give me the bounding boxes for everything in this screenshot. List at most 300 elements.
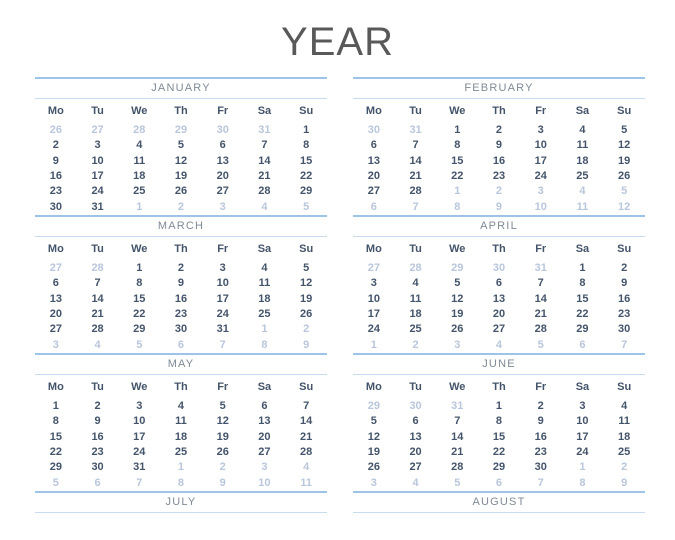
- day-cell-adjacent-month: 28: [133, 124, 146, 136]
- weekday-label: Th: [174, 243, 188, 255]
- day-cell-adjacent-month: 11: [576, 200, 589, 213]
- week-row: [353, 445, 645, 460]
- week-row: [353, 261, 645, 276]
- day-cell: 9: [52, 154, 59, 167]
- weekday-label: Th: [492, 243, 506, 255]
- day-cell: 15: [133, 292, 146, 305]
- weekday-label: Su: [299, 243, 314, 255]
- day-cell-adjacent-month: 3: [370, 476, 377, 489]
- day-cell: 21: [451, 445, 464, 458]
- month-name-label: JUNE: [353, 355, 645, 375]
- weekday-header-row: [35, 375, 327, 399]
- month-block: [35, 77, 327, 215]
- weekday-label: Fr: [217, 105, 229, 117]
- day-cell: 11: [258, 277, 271, 290]
- day-cell: 3: [370, 277, 377, 290]
- day-cell: 17: [91, 169, 104, 182]
- day-cell-adjacent-month: 27: [91, 124, 104, 136]
- day-cell: 18: [409, 307, 422, 320]
- day-cell: 8: [454, 139, 461, 152]
- day-cell: 2: [495, 124, 503, 136]
- weekday-label: Mo: [365, 381, 382, 393]
- day-cell-adjacent-month: 3: [454, 338, 461, 351]
- week-row: [35, 338, 327, 353]
- day-cell: 3: [136, 400, 143, 412]
- day-cell: 24: [367, 323, 380, 336]
- day-cell: 7: [454, 415, 461, 428]
- day-cell: 23: [49, 185, 62, 198]
- day-cell: 31: [216, 323, 229, 336]
- day-cell: 30: [91, 461, 104, 474]
- day-cell: 16: [174, 292, 188, 305]
- weekday-label: Su: [617, 243, 632, 255]
- day-cell: 4: [412, 277, 419, 290]
- day-cell: 2: [177, 262, 185, 274]
- week-row: [35, 476, 327, 491]
- day-cell: 18: [576, 154, 589, 167]
- day-cell: 18: [174, 430, 188, 443]
- day-cell-adjacent-month: 30: [409, 400, 422, 412]
- day-cell: 13: [367, 154, 380, 167]
- day-cell: 1: [495, 400, 503, 412]
- day-cell-adjacent-month: 4: [412, 476, 419, 489]
- week-row: [35, 322, 327, 337]
- day-cell: 16: [492, 154, 506, 167]
- day-cell-adjacent-month: 7: [412, 200, 419, 213]
- day-cell-adjacent-month: 8: [261, 338, 268, 351]
- weeks-grid: [35, 261, 327, 353]
- day-cell: 18: [618, 430, 631, 443]
- week-row: [35, 138, 327, 153]
- weekday-label: Mo: [47, 381, 64, 393]
- day-cell: 26: [300, 307, 313, 320]
- weekday-label: Fr: [535, 105, 547, 117]
- day-cell: 25: [409, 323, 422, 336]
- day-cell: 12: [216, 415, 229, 428]
- day-cell-adjacent-month: 4: [579, 185, 586, 198]
- day-cell: 5: [219, 400, 226, 412]
- weeks-grid: [35, 123, 327, 215]
- day-cell-adjacent-month: 5: [303, 200, 310, 213]
- day-cell: 24: [133, 445, 146, 458]
- weekday-label: Fr: [535, 381, 547, 393]
- day-cell-adjacent-month: 5: [52, 476, 59, 489]
- day-cell-adjacent-month: 8: [579, 476, 586, 489]
- day-cell: 10: [576, 415, 589, 428]
- day-cell: 13: [409, 430, 422, 443]
- weekday-label: Su: [299, 381, 314, 393]
- day-cell-adjacent-month: 2: [412, 338, 419, 351]
- week-row: [35, 292, 327, 307]
- week-row: [353, 476, 645, 491]
- day-cell: 23: [618, 307, 631, 320]
- day-cell-adjacent-month: 31: [409, 124, 422, 136]
- day-cell: 21: [91, 307, 104, 320]
- day-cell: 11: [133, 154, 146, 167]
- weeks-grid: [353, 123, 645, 215]
- day-cell-adjacent-month: 2: [177, 200, 185, 213]
- day-cell: 30: [618, 323, 631, 336]
- day-cell: 29: [49, 461, 62, 474]
- week-row: [35, 276, 327, 291]
- weekday-label: We: [449, 105, 466, 117]
- day-cell: 22: [492, 445, 506, 458]
- day-cell: 3: [219, 262, 226, 274]
- day-cell: 16: [534, 430, 547, 443]
- day-cell: 10: [534, 139, 547, 152]
- day-cell: 12: [618, 139, 631, 152]
- day-cell: 19: [174, 169, 188, 182]
- day-cell: 24: [91, 185, 104, 198]
- day-cell: 20: [367, 169, 380, 182]
- weekday-header-row: [35, 237, 327, 261]
- weekday-label: Tu: [409, 243, 422, 255]
- day-cell: 3: [537, 124, 544, 136]
- day-cell: 19: [216, 430, 229, 443]
- month-name-label: AUGUST: [353, 493, 645, 513]
- day-cell: 18: [133, 169, 146, 182]
- day-cell: 27: [492, 323, 506, 336]
- day-cell-adjacent-month: 4: [303, 461, 310, 474]
- weekday-label: Mo: [47, 105, 64, 117]
- day-cell-adjacent-month: 27: [367, 262, 380, 274]
- day-cell-adjacent-month: 9: [303, 338, 310, 351]
- day-cell: 2: [94, 400, 101, 412]
- week-row: [353, 184, 645, 199]
- day-cell: 11: [175, 415, 187, 428]
- day-cell-adjacent-month: 8: [177, 476, 185, 489]
- day-cell-adjacent-month: 3: [52, 338, 59, 351]
- day-cell: 7: [261, 139, 268, 152]
- day-cell: 27: [367, 185, 380, 198]
- day-cell: 26: [618, 169, 631, 182]
- day-cell: 27: [258, 445, 271, 458]
- day-cell: 16: [618, 292, 631, 305]
- week-row: [353, 414, 645, 429]
- day-cell: 6: [52, 277, 59, 290]
- day-cell: 22: [451, 169, 464, 182]
- weekday-label: Mo: [365, 105, 382, 117]
- day-cell: 23: [91, 445, 104, 458]
- week-row: [353, 460, 645, 475]
- day-cell: 9: [537, 415, 544, 428]
- day-cell: 24: [216, 307, 229, 320]
- day-cell-adjacent-month: 2: [303, 323, 310, 336]
- week-row: [35, 399, 327, 414]
- weekday-label: Sa: [257, 381, 272, 393]
- weekday-label: Fr: [535, 243, 547, 255]
- day-cell-adjacent-month: 28: [409, 262, 422, 274]
- day-cell-adjacent-month: 6: [177, 338, 185, 351]
- month-block: [353, 491, 645, 513]
- weekday-header-row: [353, 375, 645, 399]
- month-block: [353, 77, 645, 215]
- week-row: [353, 276, 645, 291]
- calendar-page: [0, 20, 675, 513]
- day-cell-adjacent-month: 3: [537, 185, 544, 198]
- day-cell: 10: [133, 415, 146, 428]
- week-row: [353, 399, 645, 414]
- day-cell-adjacent-month: 26: [49, 124, 62, 136]
- day-cell: 14: [91, 292, 104, 305]
- day-cell: 15: [576, 292, 589, 305]
- day-cell: 9: [177, 277, 185, 290]
- day-cell: 22: [133, 307, 146, 320]
- day-cell: 1: [136, 262, 143, 274]
- weekday-label: Su: [617, 381, 632, 393]
- month-name-label: APRIL: [353, 217, 645, 237]
- week-row: [353, 307, 645, 322]
- day-cell: 5: [370, 415, 377, 428]
- weekday-label: Fr: [217, 243, 229, 255]
- week-row: [35, 445, 327, 460]
- day-cell: 22: [49, 445, 62, 458]
- day-cell: 15: [49, 430, 62, 443]
- day-cell: 28: [409, 185, 422, 198]
- day-cell: 2: [621, 262, 628, 274]
- day-cell-adjacent-month: 7: [537, 476, 544, 489]
- day-cell-adjacent-month: 31: [258, 124, 271, 136]
- day-cell: 14: [409, 154, 422, 167]
- day-cell-adjacent-month: 3: [261, 461, 268, 474]
- day-cell: 31: [91, 200, 104, 213]
- day-cell: 13: [258, 415, 271, 428]
- day-cell: 30: [534, 461, 547, 474]
- day-cell: 3: [94, 139, 101, 152]
- day-cell: 5: [177, 139, 185, 152]
- week-row: [35, 169, 327, 184]
- day-cell: 29: [300, 185, 313, 198]
- day-cell: 13: [492, 292, 506, 305]
- day-cell: 11: [618, 415, 630, 428]
- week-row: [35, 414, 327, 429]
- day-cell: 28: [534, 323, 547, 336]
- week-row: [353, 123, 645, 138]
- day-cell: 17: [576, 430, 589, 443]
- day-cell-adjacent-month: 29: [451, 262, 464, 274]
- day-cell: 11: [409, 292, 422, 305]
- day-cell: 20: [49, 307, 62, 320]
- day-cell-adjacent-month: 7: [136, 476, 143, 489]
- weekday-label: Th: [492, 381, 506, 393]
- day-cell-adjacent-month: 11: [300, 476, 312, 489]
- day-cell: 25: [133, 185, 146, 198]
- weeks-grid: [35, 399, 327, 491]
- week-row: [35, 430, 327, 445]
- weekday-label: We: [449, 381, 466, 393]
- day-cell: 6: [370, 139, 377, 152]
- day-cell-adjacent-month: 10: [534, 200, 547, 213]
- day-cell: 6: [219, 139, 226, 152]
- day-cell: 22: [576, 307, 589, 320]
- day-cell: 15: [492, 430, 506, 443]
- day-cell-adjacent-month: 2: [219, 461, 226, 474]
- day-cell: 21: [300, 430, 313, 443]
- day-cell-adjacent-month: 1: [136, 200, 143, 213]
- day-cell-adjacent-month: 29: [367, 400, 380, 412]
- day-cell: 1: [454, 124, 461, 136]
- day-cell: 1: [303, 124, 310, 136]
- day-cell: 26: [451, 323, 464, 336]
- day-cell: 12: [174, 154, 188, 167]
- day-cell: 25: [618, 445, 631, 458]
- day-cell: 10: [216, 277, 229, 290]
- day-cell-adjacent-month: 9: [219, 476, 226, 489]
- weekday-header-row: [35, 99, 327, 123]
- day-cell: 4: [579, 124, 586, 136]
- day-cell: 26: [216, 445, 229, 458]
- weekday-label: Su: [617, 105, 632, 117]
- month-block: [353, 215, 645, 353]
- day-cell: 17: [133, 430, 146, 443]
- day-cell: 26: [174, 185, 188, 198]
- day-cell: 20: [409, 445, 422, 458]
- day-cell: 13: [49, 292, 62, 305]
- weekday-label: Sa: [257, 105, 272, 117]
- day-cell-adjacent-month: 8: [454, 200, 461, 213]
- day-cell: 11: [576, 139, 589, 152]
- day-cell-adjacent-month: 4: [94, 338, 101, 351]
- day-cell-adjacent-month: 4: [495, 338, 503, 351]
- day-cell-adjacent-month: 6: [579, 338, 586, 351]
- day-cell: 20: [492, 307, 506, 320]
- day-cell: 26: [367, 461, 380, 474]
- month-name-label: JULY: [35, 493, 327, 513]
- day-cell-adjacent-month: 6: [495, 476, 503, 489]
- day-cell: 2: [537, 400, 544, 412]
- day-cell: 25: [174, 445, 188, 458]
- day-cell: 18: [258, 292, 271, 305]
- day-cell: 13: [216, 154, 229, 167]
- day-cell: 27: [49, 323, 62, 336]
- day-cell: 28: [258, 185, 271, 198]
- day-cell: 3: [579, 400, 586, 412]
- day-cell-adjacent-month: 27: [49, 262, 62, 274]
- weekday-label: Fr: [217, 381, 229, 393]
- day-cell-adjacent-month: 7: [219, 338, 226, 351]
- day-cell-adjacent-month: 5: [621, 185, 628, 198]
- weekday-header-row: [353, 99, 645, 123]
- day-cell: 17: [216, 292, 229, 305]
- day-cell: 9: [495, 139, 503, 152]
- day-cell: 27: [409, 461, 422, 474]
- day-cell: 28: [300, 445, 313, 458]
- day-cell: 14: [451, 430, 464, 443]
- day-cell-adjacent-month: 28: [91, 262, 104, 274]
- day-cell: 19: [618, 154, 631, 167]
- weekday-label: Sa: [575, 243, 590, 255]
- day-cell: 9: [621, 277, 628, 290]
- day-cell: 5: [621, 124, 628, 136]
- weekday-label: Mo: [365, 243, 382, 255]
- weekday-label: We: [131, 105, 148, 117]
- week-row: [353, 338, 645, 353]
- week-row: [35, 184, 327, 199]
- day-cell: 30: [49, 200, 62, 213]
- day-cell: 21: [534, 307, 547, 320]
- day-cell-adjacent-month: 30: [492, 262, 506, 274]
- weekday-label: Tu: [409, 381, 422, 393]
- day-cell-adjacent-month: 29: [174, 124, 188, 136]
- day-cell: 8: [495, 415, 503, 428]
- day-cell-adjacent-month: 1: [454, 185, 461, 198]
- day-cell-adjacent-month: 31: [534, 262, 547, 274]
- day-cell: 27: [216, 185, 229, 198]
- day-cell: 10: [91, 154, 104, 167]
- week-row: [353, 292, 645, 307]
- day-cell: 23: [174, 307, 188, 320]
- weekday-label: Tu: [91, 381, 104, 393]
- day-cell: 6: [261, 400, 268, 412]
- day-cell: 19: [367, 445, 380, 458]
- day-cell: 24: [534, 169, 547, 182]
- week-row: [35, 460, 327, 475]
- day-cell: 29: [133, 323, 146, 336]
- day-cell: 8: [52, 415, 59, 428]
- weeks-grid: [353, 399, 645, 491]
- month-name-label: MARCH: [35, 217, 327, 237]
- day-cell-adjacent-month: 7: [621, 338, 628, 351]
- weekday-label: Sa: [257, 243, 272, 255]
- day-cell: 30: [174, 323, 188, 336]
- day-cell: 21: [409, 169, 422, 182]
- weekday-label: Sa: [575, 381, 590, 393]
- day-cell-adjacent-month: 9: [495, 200, 503, 213]
- day-cell-adjacent-month: 1: [370, 338, 377, 351]
- day-cell: 16: [49, 169, 62, 182]
- day-cell: 5: [454, 277, 461, 290]
- weekday-label: We: [131, 381, 148, 393]
- week-row: [35, 261, 327, 276]
- day-cell-adjacent-month: 3: [219, 200, 226, 213]
- month-block: [35, 353, 327, 491]
- weekday-label: Tu: [409, 105, 422, 117]
- day-cell: 25: [258, 307, 271, 320]
- week-row: [35, 154, 327, 169]
- page-title: YEAR: [281, 20, 394, 64]
- day-cell: 12: [367, 430, 380, 443]
- week-row: [353, 169, 645, 184]
- day-cell: 7: [412, 139, 419, 152]
- day-cell: 17: [367, 307, 380, 320]
- day-cell: 12: [451, 292, 464, 305]
- day-cell: 12: [300, 277, 313, 290]
- day-cell: 4: [136, 139, 143, 152]
- day-cell-adjacent-month: 6: [94, 476, 101, 489]
- day-cell-adjacent-month: 10: [258, 476, 271, 489]
- day-cell: 16: [91, 430, 104, 443]
- day-cell: 19: [451, 307, 464, 320]
- weekday-label: Su: [299, 105, 314, 117]
- day-cell: 14: [300, 415, 313, 428]
- day-cell: 29: [576, 323, 589, 336]
- day-cell: 7: [94, 277, 101, 290]
- week-row: [353, 322, 645, 337]
- week-row: [353, 154, 645, 169]
- weekday-label: We: [131, 243, 148, 255]
- week-row: [35, 200, 327, 215]
- day-cell: 4: [621, 400, 628, 412]
- month-block: [35, 215, 327, 353]
- month-block: [353, 353, 645, 491]
- day-cell: 24: [576, 445, 589, 458]
- day-cell: 8: [136, 277, 143, 290]
- day-cell-adjacent-month: 31: [451, 400, 464, 412]
- day-cell: 4: [261, 262, 268, 274]
- day-cell: 23: [492, 169, 506, 182]
- week-row: [353, 200, 645, 215]
- day-cell: 5: [303, 262, 310, 274]
